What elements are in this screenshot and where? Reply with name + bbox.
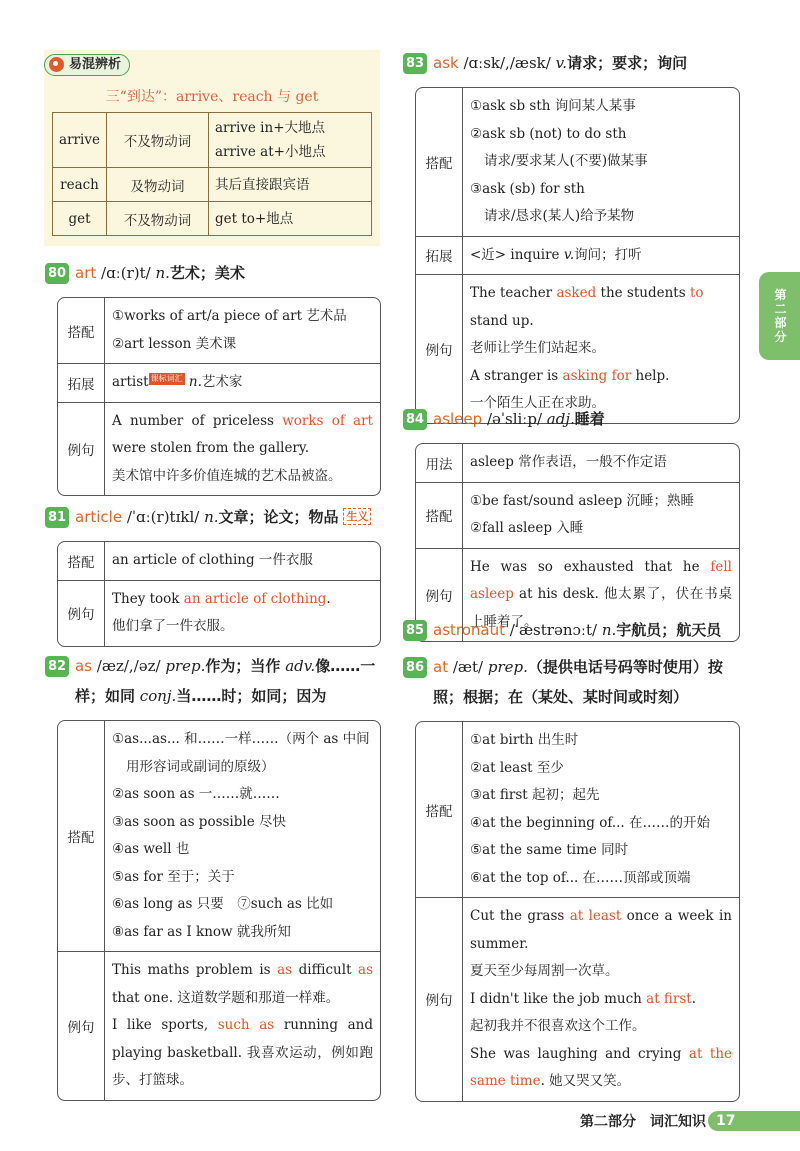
table-row: [53, 202, 372, 236]
row-content: an article of clothing 一件衣服: [112, 552, 313, 568]
highlight: as: [358, 962, 373, 978]
example-cn: 他们拿了一件衣服。: [112, 618, 234, 634]
row-content: [463, 88, 739, 236]
colloc-row: [416, 722, 739, 897]
heading-line: [403, 682, 748, 712]
row-label: 拓展: [58, 364, 105, 402]
entry-80-heading: [45, 259, 245, 287]
row-content: [105, 298, 380, 363]
colloc-row: [58, 542, 380, 580]
entry-84-heading: [403, 405, 605, 433]
headword: article: [75, 508, 123, 526]
usage-cell: 其后直接跟宾语: [209, 168, 372, 202]
text: The teacher: [470, 285, 557, 301]
phonetic: /æz/: [96, 657, 129, 675]
highlight: an article of clothing: [183, 590, 327, 607]
example-cn: 一个陌生人正在求助。: [470, 395, 605, 411]
heading-line: 82 as /æz/,/əz/ prep.作为；当作 adv.像……一: [45, 651, 381, 681]
entry-86-table: [415, 721, 740, 1102]
text: .: [691, 990, 697, 1007]
confusion-title: 三“到达”：arrive、reach 与 get: [105, 89, 319, 105]
type-cell: 不及物动词: [107, 113, 209, 168]
colloc-line: ③ask (sb) for sth: [470, 180, 585, 197]
headword: as: [75, 657, 93, 675]
example-row: [416, 897, 739, 1101]
usage-row: [416, 444, 739, 482]
part-of-speech: n.: [204, 508, 219, 526]
entry-number: 84: [403, 409, 427, 430]
headword: asleep: [433, 410, 483, 428]
colloc-line: ①ask sb sth 询问某人某事: [470, 98, 636, 114]
text: 询问；打听: [574, 246, 642, 263]
definition: （提供电话号码等时使用）按: [527, 658, 723, 676]
definition: 样；如同: [75, 687, 136, 705]
section-side-tab: [759, 272, 800, 360]
phonetic: /əz/: [133, 657, 161, 675]
example-en: [470, 903, 732, 958]
highlight: such as: [217, 1017, 275, 1033]
phonetic: /əˈsliːp/: [486, 410, 542, 428]
text: that one. 这道数学题和那道一样难。: [112, 989, 340, 1006]
heading-line: [403, 652, 748, 682]
colloc-line: ③as soon as possible 尽快: [112, 813, 286, 830]
tab-char: 二: [774, 302, 787, 316]
colloc-line: ①be fast/sound asleep 沉睡；熟睡: [470, 492, 695, 509]
definition: 照；根据；在（某处、某时间或时刻）: [433, 688, 689, 706]
row-label: 例句: [416, 549, 463, 642]
phonetic: /ˈɑː(r)tɪkl/: [126, 508, 200, 526]
ext-row: [416, 236, 739, 275]
colloc-line: ②art lesson 美术课: [112, 335, 237, 352]
highlight: at least: [569, 908, 622, 924]
text: He was so exhausted that he: [470, 558, 711, 575]
entry-number: 80: [45, 263, 69, 284]
part-of-speech: prep.: [487, 658, 528, 676]
colloc-line: ⑤as for 至于；关于: [112, 868, 235, 885]
example-cn: 夏天至少每周割一次草。: [470, 963, 619, 979]
part-of-speech: prep.: [165, 657, 206, 675]
word-cell: reach: [53, 168, 107, 202]
text: They took: [112, 590, 184, 607]
part-of-speech: conj.: [139, 687, 177, 705]
row-label: 搭配: [416, 483, 463, 548]
colloc-line: 请求/恳求(某人)给予某物: [484, 208, 635, 224]
example-2: [112, 1012, 373, 1095]
row-content: asleep 常作表语，一般不作定语: [470, 454, 667, 470]
text: .: [326, 590, 331, 607]
part-of-speech: adj.: [546, 410, 575, 428]
example-row: [416, 274, 739, 423]
colloc-line: 请求/要求某人(不要)做某事: [484, 153, 648, 169]
row-label: 例句: [416, 898, 463, 1101]
part-of-speech: adv.: [285, 657, 316, 675]
new-meaning-badge: 生义: [343, 508, 371, 525]
row-label: 拓展: [416, 237, 463, 275]
colloc-row: [416, 88, 739, 236]
entry-number: 82: [45, 656, 69, 677]
entry-81-heading: [45, 503, 371, 531]
definition: 当……时；如同；因为: [176, 687, 327, 705]
colloc-line: ④as well 也: [112, 841, 190, 857]
type-cell: 及物动词: [107, 168, 209, 202]
phonetic: /æt/: [452, 658, 484, 676]
curriculum-badge-icon: 课标词汇: [150, 374, 183, 383]
part-of-speech: n.: [155, 264, 170, 282]
entry-83-table: [415, 87, 740, 424]
text: stand up.: [470, 312, 534, 329]
entry-number: 86: [403, 657, 427, 678]
text: were stolen from the gallery.: [112, 440, 310, 456]
headword: ask: [433, 54, 459, 72]
definition: 像……一: [315, 657, 376, 675]
ext-pos: v.: [563, 246, 575, 263]
text: A stranger is: [470, 367, 563, 384]
table-row: [53, 113, 372, 168]
row-label: 搭配: [58, 298, 105, 363]
colloc-line: ⑥as long as 只要 ⑦such as 比如: [112, 896, 334, 912]
row-content: [105, 952, 380, 1100]
entry-83-heading: 83 ask /ɑːsk/,/æsk/ v.请求；要求；询问: [403, 49, 687, 77]
ext-row: [58, 363, 380, 402]
colloc-line: ②as soon as 一……就……: [112, 786, 280, 802]
colloc-line: ③at first 起初；起先: [470, 787, 600, 803]
text: help.: [631, 367, 670, 384]
definition: 作为；当作: [205, 657, 281, 675]
colloc-line: ④at the beginning of... 在……的开始: [470, 814, 711, 831]
definition: 宇航员；航天员: [616, 621, 722, 639]
ext-pos: n.: [188, 374, 202, 390]
confusion-tag-label: 易混辨析: [69, 57, 122, 72]
heading-line: [45, 681, 381, 711]
colloc-line: ⑤at the same time 同时: [470, 842, 629, 858]
text: the students: [596, 285, 690, 301]
page-number: 17: [708, 1111, 800, 1131]
row-content: [105, 581, 380, 646]
text: once a week in summer.: [470, 908, 732, 952]
footer-section: 第二部分 词汇知识: [580, 1114, 706, 1130]
entry-80-table: [57, 297, 381, 496]
definition: 请求；要求；询问: [567, 54, 688, 72]
row-label: 例句: [58, 581, 105, 646]
row-label: 例句: [58, 403, 105, 496]
usage-cell: [209, 113, 372, 168]
ext-word: artist: [112, 374, 149, 390]
confusion-table: [52, 112, 372, 236]
text: . 她又哭又笑。: [540, 1073, 631, 1089]
highlight: asked: [556, 285, 597, 301]
highlight: to: [689, 285, 704, 301]
highlight: asking for: [562, 367, 632, 384]
phonetic: /æsk/: [509, 54, 551, 72]
text: This maths problem is: [112, 962, 278, 978]
highlight: at the same time: [470, 1045, 733, 1089]
row-label: 搭配: [416, 88, 463, 236]
definition: 睡着: [574, 410, 605, 428]
example-row: [58, 951, 380, 1100]
entry-81-table: [57, 541, 381, 647]
text: at his desk. 他太累了，伏在书桌上睡着了。: [470, 586, 732, 630]
row-content: [463, 898, 739, 1101]
text: difficult: [292, 962, 359, 978]
colloc-line: 用形容词或副词的原级）: [126, 758, 275, 775]
row-label: 用法: [416, 444, 463, 482]
colloc-line: ①as...as... 和……一样……（两个 as 中间: [112, 731, 370, 747]
row-content: [463, 237, 739, 275]
entry-82-table: [57, 720, 381, 1101]
row-label: 例句: [58, 952, 105, 1100]
example-cn: 起初我并不很喜欢这个工作。: [470, 1018, 646, 1034]
row-label: 例句: [416, 275, 463, 423]
colloc-row: [58, 721, 380, 951]
example-cn: 老师让学生们站起来。: [470, 340, 605, 356]
confusion-box: [44, 50, 380, 246]
entry-85-heading: [403, 616, 721, 644]
row-content: [105, 721, 380, 951]
tab-char: 部: [774, 316, 787, 330]
word-cell: get: [53, 202, 107, 236]
highlight: works of art: [282, 412, 373, 429]
colloc-line: ①at birth 出生时: [470, 732, 579, 748]
text: I didn't like the job much: [470, 990, 647, 1007]
row-content: [105, 403, 380, 496]
text: I like sports,: [112, 1017, 218, 1033]
usage-line: arrive in+大地点: [215, 120, 326, 136]
entry-82-heading: [45, 651, 381, 711]
highlight: at first: [646, 990, 692, 1007]
confusion-tag: [44, 54, 130, 76]
type-cell: 不及物动词: [107, 202, 209, 236]
row-label: 搭配: [58, 721, 105, 951]
usage-cell: get to+地点: [209, 202, 372, 236]
highlight: fell asleep: [470, 558, 732, 602]
example-en: [470, 363, 732, 391]
ext-cn: 艺术家: [201, 374, 243, 390]
colloc-line: ⑥at the top of... 在……顶部或顶端: [470, 869, 691, 886]
word-cell: arrive: [53, 113, 107, 168]
text: A number of priceless: [112, 412, 283, 429]
example-cn: 美术馆中许多价值连城的艺术品被盗。: [112, 467, 342, 484]
example-en: [470, 280, 732, 335]
row-label: 搭配: [58, 542, 105, 580]
entry-84-table: [415, 443, 740, 642]
phonetic: /ɑːsk/: [463, 54, 506, 72]
example-row: [58, 580, 380, 646]
row-content: [463, 275, 739, 423]
text: <近> inquire: [470, 246, 564, 263]
tab-char: 第: [774, 288, 787, 302]
entry-number: 81: [45, 507, 69, 528]
colloc-line: ⑧as far as I know 就我所知: [112, 923, 291, 940]
row-content: [463, 722, 739, 897]
example-en: [470, 1041, 732, 1096]
text: She was laughing and crying: [470, 1045, 689, 1062]
headword: art: [75, 264, 97, 282]
definition: 文章；论文；物品: [218, 508, 339, 526]
highlight: as: [277, 962, 293, 978]
row-content: [105, 364, 380, 402]
colloc-line: ①works of art/a piece of art 艺术品: [112, 308, 347, 324]
colloc-line: ②ask sb (not) to do sth: [470, 125, 627, 142]
part-of-speech: v.: [555, 54, 568, 72]
example-1: [112, 957, 373, 1012]
magnifier-icon: [49, 57, 64, 72]
entry-number: 85: [403, 620, 427, 641]
colloc-line: ②at least 至少: [470, 759, 564, 776]
example-en: [112, 408, 373, 463]
example-en: [470, 986, 732, 1014]
colloc-row: [58, 298, 380, 363]
usage-line: arrive at+小地点: [215, 144, 326, 160]
row-content: [463, 483, 739, 548]
colloc-row: [416, 482, 739, 548]
phonetic: /ˈæstrənɔːt/: [509, 621, 598, 639]
phonetic: /ɑː(r)t/: [101, 264, 151, 282]
headword: astronaut: [433, 621, 505, 639]
headword: at: [433, 658, 449, 676]
entry-86-heading: [403, 652, 748, 712]
example-row: [58, 402, 380, 496]
part-of-speech: n.: [601, 621, 617, 639]
tab-char: 分: [774, 330, 787, 344]
definition: 艺术；美术: [169, 264, 245, 282]
entry-number: 83: [403, 53, 427, 74]
example-en: [112, 586, 373, 614]
text: running and playing basketball. 我喜欢运动，例如跑步、打篮球。: [112, 1017, 373, 1088]
table-row: [53, 168, 372, 202]
colloc-line: ②fall asleep 入睡: [470, 520, 584, 536]
row-label: 搭配: [416, 722, 463, 897]
text: Cut the grass: [470, 908, 570, 924]
